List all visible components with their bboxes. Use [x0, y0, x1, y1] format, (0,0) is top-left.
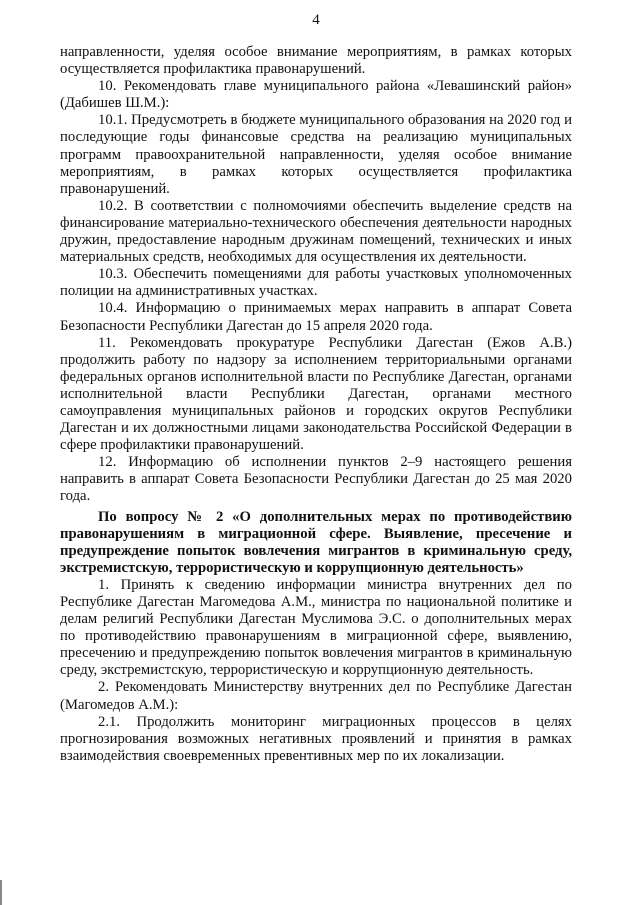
paragraph-item-10: 10. Рекомендовать главе муниципального района «Левашинский район» (Дабишев Ш.М.):: [60, 78, 572, 112]
paragraph-item-10-1: 10.1. Предусмотреть в бюджете муниципального образования на 2020 год и последующие годы финансовые средства на реализацию муниципальных программ правоохранительной направленности, уделяя особое внимание мероприятиям, в рамках которых осуществляется профилактика правонарушений.: [60, 112, 572, 197]
paragraph-item-10-4: 10.4. Информацию о принимаемых мерах направить в аппарат Совета Безопасности Республики Дагестан до 15 апреля 2020 года.: [60, 300, 572, 334]
scan-edge-mark: [0, 880, 2, 905]
paragraph-item-11: 11. Рекомендовать прокуратуре Республики Дагестан (Ежов А.В.) продолжить работу по надзору за исполнением территориальными органами федеральных органов исполнительной власти по Республике Дагестан, органами исполнительной власти Республики Дагестан, органами местного самоуправления муниципальных районов и городских округов Республики Дагестан и их должностными лицами законодательства Российской Федерации в сфере профилактики правонарушений.: [60, 334, 572, 454]
paragraph-continuation: направленности, уделяя особое внимание мероприятиям, в рамках которых осуществляется профилактика правонарушений.: [60, 44, 572, 78]
page-number: 4: [312, 12, 320, 28]
paragraph-q2-item-2: 2. Рекомендовать Министерству внутренних дел по Республике Дагестан (Магомедов А.М.):: [60, 679, 572, 713]
paragraph-item-10-2: 10.2. В соответствии с полномочиями обеспечить выделение средств на финансирование материально-технического обеспечения деятельности народных дружин, предоставление народным дружинам помещений, технических и иных материальных средств, необходимых для осуществления их деятельности.: [60, 197, 572, 266]
document-page: [60, 0, 572, 905]
document-body: [60, 44, 572, 765]
paragraph-q2-item-2-1: 2.1. Продолжить мониторинг миграционных процессов в целях прогнозирования возможных негативных проявлений и принятия в рамках взаимодействия своевременных превентивных мер по их локализации.: [60, 713, 572, 764]
section-heading-question-2: По вопросу № 2 «О дополнительных мерах по противодействию правонарушениям в миграционной сфере. Выявление, пресечение и предупреждение попыток вовлечения мигрантов в криминальную среду, экстремистскую, террористическую и коррупционную деятельность»: [60, 508, 572, 576]
paragraph-item-12: 12. Информацию об исполнении пунктов 2–9 настоящего решения направить в аппарат Совета Безопасности Республики Дагестан до 25 мая 2020 года.: [60, 454, 572, 505]
paragraph-item-10-3: 10.3. Обеспечить помещениями для работы участковых уполномоченных полиции на административных участках.: [60, 266, 572, 300]
paragraph-q2-item-1: 1. Принять к сведению информации министра внутренних дел по Республике Дагестан Магомедова А.М., министра по национальной политике и делам религий Республики Дагестан Муслимова Э.С. о дополнительных мерах по противодействию правонарушениям в миграционной сфере, выявлению, пресечению и предупреждению попыток вовлечения мигрантов в криминальную среду, экстремистскую, террористическую и коррупционную деятельность.: [60, 576, 572, 679]
